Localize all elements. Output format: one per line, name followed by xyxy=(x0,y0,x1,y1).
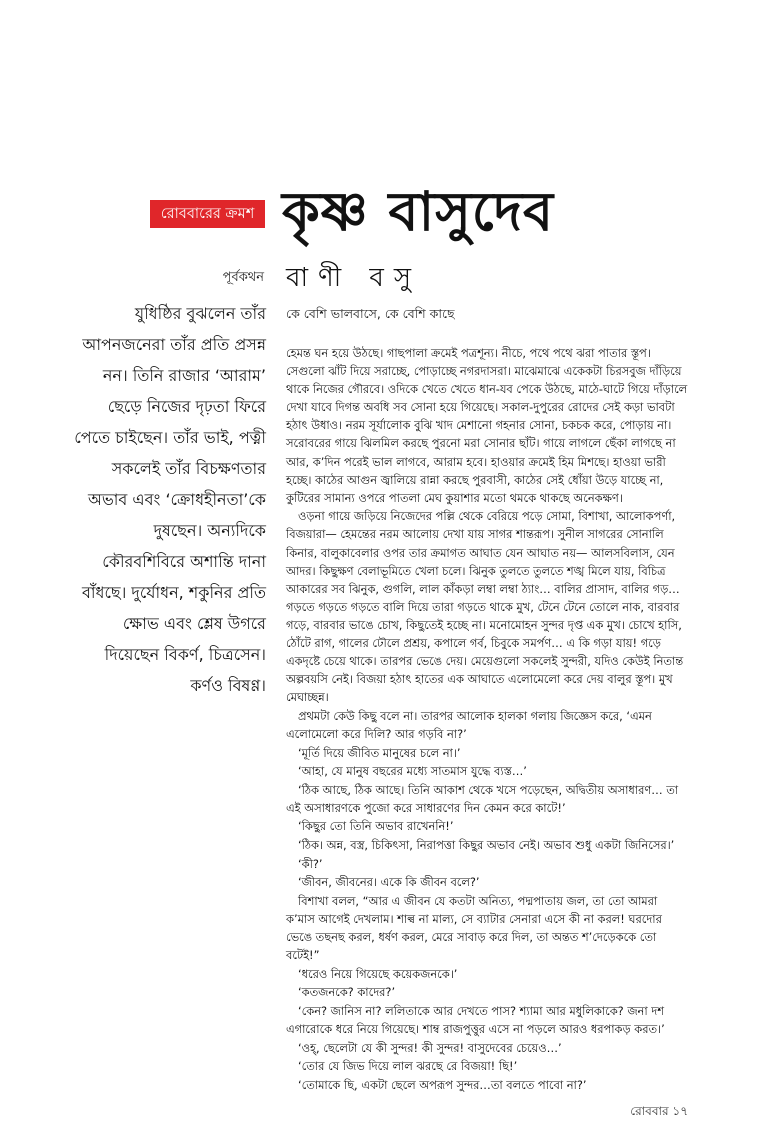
page-folio: রোববার ১৭ xyxy=(630,1104,688,1118)
author-name: বাণী বসু xyxy=(286,263,422,293)
story-paragraph: ওড়না গায়ে জড়িয়ে নিজেদের পল্লি থেকে বেরিয়ে পড়ে সোমা, বিশাখা, আলোকপর্ণা, বিজয়ারা— হেমন্তের নরম আলোয় দেখা যায় সাগর শান্তরূপ। সুনীল সাগরের সোনালি কিনার, বালুকাবেলার ওপর তার ক্রমাগত আঘাত যেন আঘাত নয়— আলসবিলাস, যেন আদর। কিছুক্ষণ বেলাভূমিতে খেলা চলে। ঝিনুক তুলতে তুলতে শঙ্খ মিলে যায়, বিচিত্র আকারের সব ঝিনুক, গুগলি, লাল কাঁকড়া লম্বা লম্বা ঠ্যাং… বালির প্রাসাদ, বালির গড়… গড়তে গড়তে গড়তে বালি দিয়ে তারা গড়তে থাকে মুখ, টেনে টেনে তোলে নাক, বারবার গড়ে, বারবার ভাঙে চোখ, কিছুতেই হচ্ছে না। মনোমোহন সুন্দর দৃপ্ত এক মুখ। চোখে হাসি, ঠোঁটে রাগ, গালের ঢৌলে প্রশ্রয়, কপালে গর্ব, চিবুকে সমর্পণ… এ কি গড়া যায়! গড়ে একদৃষ্টে চেয়ে থাকে। তারপর ভেঙে দেয়। মেয়েগুলো সকলেই সুন্দরী, যদিও কেউই নিতান্ত অল্পবয়সি নেই। বিজয়া হঠাৎ হাতের এক আঘাতে এলোমেলো করে দেয় বালুর স্তূপ। মুখ মেঘাচ্ছন্ন। xyxy=(286,509,684,705)
story-paragraph: ‘তোর যে জিভ দিয়ে লাল ঝরছে রে বিজয়া! ছি!’ xyxy=(298,1059,518,1074)
story-title: কৃষ্ণ বাসুদেব xyxy=(282,180,554,243)
story-paragraph: ‘ওহ্, ছেলেটা যে কী সুন্দর! কী সুন্দর! বাসুদেবের চেয়েও…’ xyxy=(298,1040,562,1055)
story-paragraph: ‘মূর্তি দিয়ে জীবিত মানুষের চলে না।’ xyxy=(298,745,461,760)
story-paragraph: হেমন্ত ঘন হয়ে উঠছে। গাছপালা ক্রমেই পত্রশূন্য। নীচে, পথে পথে ঝরা পাতার স্তূপ। সেগুলো ঝাঁট দিয়ে সরাচ্ছে, পোড়াচ্ছে নগরদাসরা। মাঝেমাঝে একেকটা চিরসবুজ দাঁড়িয়ে থাকে নিজের গৌরবে। ওদিকে খেতে খেতে ধান-যব পেকে উঠছে, মাঠে-ঘাটে গিয়ে দাঁড়ালে দেখা যাবে দিগন্ত অবধি সব সোনা হয়ে গিয়েছে। সকাল-দুপুরের রোদের সেই কড়া ভাবটা হঠাৎ উধাও। নরম সূর্যালোক বুঝি খাদ মেশানো গহনার সোনা, চকচক করে, পোড়ায় না। সরোবরের গায়ে ঝিলমিল করছে পুরনো মরা সোনার ছাঁট। গায়ে লাগলে ছেঁকা লাগছে না আর, ক’দিন পরেই ভাল লাগবে, আরাম হবে। হাওয়ার ক্রমেই হিম মিশছে। হাওয়া ভারী হচ্ছে। কাঠের আগুন জ্বালিয়ে রান্না করছে পুরবাসী, কাঠের সেই ধোঁয়া উড়ে যাচ্ছে না, কুটিরের সামান্য ওপরে পাতলা মেঘ কুয়াশার মতো থমকে থাকছে অনেকক্ষণ। xyxy=(286,346,688,505)
story-paragraph: বিশাখা বলল, “আর এ জীবন যে কতটা অনিত্য, পদ্মপাতায় জল, তা তো আমরা ক’মাস আগেই দেখলাম। শাল্ব না মাল্য, সে ব্যাটার সেনারা এসে কী না করল! ঘরদোর ভেঙে তছনছ করল, ধর্ষণ করল, মেরে সাবাড় করে দিল, তা অন্তত শ’দেড়েককে তো বটেই!” xyxy=(286,893,662,963)
chapter-subtitle: কে বেশি ভালবাসে, কে বেশি কাছে xyxy=(286,306,455,321)
series-badge: রোববারের ক্রমশ xyxy=(150,200,265,228)
story-body xyxy=(286,344,688,1092)
story-paragraph: ‘ঠিক আছে, ঠিক আছে। তিনি আকাশ থেকে খসে পড়েছেন, অদ্বিতীয় অসাধারণ… তা এই অসাধারণকে পুজো করে সাধারণের দিন কেমন করে কাটে!’ xyxy=(286,782,679,815)
story-paragraph: ‘আহা, যে মানুষ বছরের মধ্যে সাতমাস যুদ্ধে ব্যস্ত…’ xyxy=(298,764,527,779)
recap-summary: যুধিষ্ঠির বুঝলেন তাঁর আপনজনেরা তাঁর প্রতি প্রসন্ন নন। তিনি রাজার ‘আরাম’ ছেড়ে নিজের দৃঢ়তা ফিরে পেতে চাইছেন। তাঁর ভাই, পত্নী সকলেই তাঁর বিচক্ষণতার অভাব এবং ‘ক্রোধহীনতা’কে দুষছেন। অন্যদিকে কৌরবশিবিরে অশান্তি দানা বাঁধছে। দুর্যোধন, শকুনির প্রতি ক্ষোভ এবং শ্লেষ উগরে দিয়েছেন বিকর্ণ, চিত্রসেন। কর্ণও বিষণ্ণ। xyxy=(74,304,266,695)
story-paragraph: ‘জীবন, জীবনের। একে কি জীবন বলে?’ xyxy=(298,875,480,890)
story-paragraph: প্রথমটা কেউ কিছু বলে না। তারপর আলোক হালকা গলায় জিজ্ঞেস করে, ‘এমন এলোমেলো করে দিলি? আর গড়বি না?’ xyxy=(286,708,652,741)
story-paragraph: ‘কতজনকে? কাদের?’ xyxy=(298,985,396,1000)
story-paragraph: ‘কিছুর তো তিনি অভাব রাখেননি!’ xyxy=(298,819,454,834)
story-paragraph: ‘কী?’ xyxy=(298,856,323,871)
story-paragraph: ‘কেন? জানিস না? ললিতাকে আর দেখতে পাস? শ্যামা আর মধুলিকাকে? জনা দশ এগারোকে ধরে নিয়ে গিয়েছে। শাম্ব রাজপুত্তুর এসে না পড়লে আরও ধরপাকড় করত।’ xyxy=(286,1003,665,1036)
story-paragraph: ‘তোমাকে ছি, একটা ছেলে অপরূপ সুন্দর…তা বলতে পাবো না?’ xyxy=(298,1077,587,1092)
story-paragraph: ‘ধরেও নিয়ে গিয়েছে কয়েকজনকে।’ xyxy=(298,966,458,981)
recap-label: পূর্বকথন xyxy=(222,270,264,285)
story-paragraph: ‘ঠিক। অন্ন, বস্ত্র, চিকিৎসা, নিরাপত্তা কিছুর অভাব নেই। অভাব শুধু একটা জিনিসের।’ xyxy=(298,838,675,853)
